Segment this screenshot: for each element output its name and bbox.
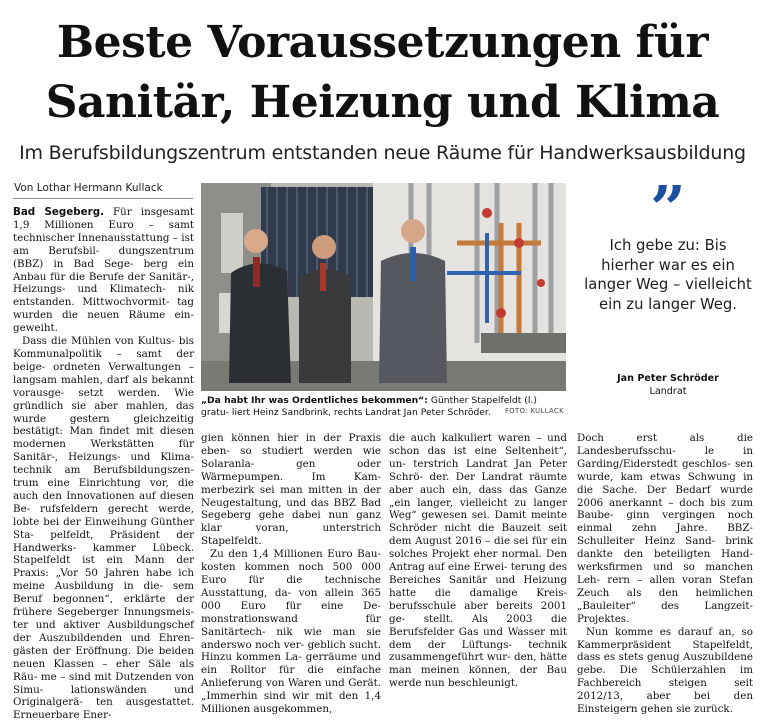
pull-quote-text: Ich gebe zu: Bis hierher war es ein langer Weg – vielleicht ein zu langer Weg. xyxy=(584,237,752,313)
article-paragraph: die auch kalkuliert waren – und schon das ist eine Seltenheit“, un- terstrich Landrat Jan Peter Schrö- der. Der Landrat räumte aber auch ein, dass das Ganze „ein langer, vielleicht zu langer Weg“ gewesen sei. Damit meinte Schröder nicht die Bauzeit seit dem August 2016 – die sei für ein solches Projekt eher normal. Den Antrag auf eine Erwei- terung des Bereiches Sanitär und Heizung hatte die damalige Kreis- berufsschule aber bereits 2001 ge- stellt. Als 2003 die Berufsfelder Gas und Wasser mit dem der Lüftungs- technik zusammengeführt wur- den, hätte man meinen können, der Bau werde nun beschleunigt. xyxy=(389,432,568,690)
photo-credit: FOTO: KULLACK xyxy=(504,406,564,415)
article-column-2 xyxy=(201,432,381,716)
article-paragraph: Dass die Mühlen von Kultus- bis Kommunalpolitik – samt der beige- ordneten Verwaltungen – langsam mahlen, darf als bekannt vorausge- setzt werden. Wie gründlich sie aber mahlen, das wurde gestern gleichzeitig bestätigt: Man findet mit diesen modernen Werkstätten für Sanitär-, Heizungs- und Klima- technik am Berufsbildungszen- trum eine Einrichtung vor, die auch den Innovationen auf diesen Be- rufsfeldern gerecht werde, lobte bei der Einweihung Günther Sta- pelfeldt, Präsident der Handwerks- kammer Lübeck. Stapelfeldt ist ein Mann der Praxis: „Vor 50 Jahren habe ich meine Ausbildung in die- sem Beruf begonnen“, erklärte der frühere Segeberger Innungsmeis- ter und aktiver Ausbildungschef der Auszubildenden und Ehren- gästen der Eröffnung. Die beiden neuen Klassen – eher Säle als Räu- me – sind mit Dutzenden von Simu- lationswänden und Originalgerä- ten ausgestattet. Erneuerbare Ener- xyxy=(13,335,194,722)
caption-quote: „Da habt Ihr was Ordentliches bekommen“: xyxy=(201,395,428,406)
byline-divider xyxy=(13,198,193,199)
byline: Von Lothar Hermann Kullack xyxy=(14,182,163,194)
article-column-4 xyxy=(577,432,753,716)
article-column-3 xyxy=(389,432,567,690)
article-paragraph: gien können hier in der Praxis eben- so studiert werden wie Solaranla- gen oder Wärmepumpen. Im Kam- merbezirk sei man mitten in der Neugestaltung, und das BBZ Bad Segeberg gehe dabei nun ganz klar voran, unterstrich Stapelfeldt. xyxy=(201,432,381,548)
subheadline: Im Berufsbildungszentrum entstanden neue Räume für Handwerksausbildung xyxy=(19,142,746,164)
photo-caption xyxy=(201,395,566,418)
dateline: Bad Segeberg. xyxy=(13,206,104,218)
article-photo xyxy=(201,183,566,391)
caption-text: Günther Stapelfeldt (l.) gratu- liert Heinz Sandbrink, rechts Landrat Jan Peter Schröder. xyxy=(201,395,537,418)
pull-quote-role: Landrat xyxy=(649,386,687,397)
headline-line-1: Beste Voraussetzungen für xyxy=(56,17,709,68)
article-paragraph: Nun komme es darauf an, so Kammerpräsident Stapelfeldt, dass es stets genug Auszubildene gebe. Die Schülerzahlen im Fachbereich steigen seit 2012/13, aber bei den Einsteigern gehen sie zurück. xyxy=(577,625,753,716)
headline-line-2: Sanitär, Heizung und Klima xyxy=(45,77,720,128)
article-paragraph: Doch erst als die Landesberufsschu- le in Garding/Eiderstedt geschlos- sen wurde, kam etwas Schwung in die Sache. Der Bedarf wurde 2006 anerkannt – doch bis zum Baube- ginn vergingen noch einmal zehn Jahre. BBZ-Schulleiter Heinz Sand- brink dankte den beteiligten Hand- werksfirmen und so manchen Leh- rern – allen voran Stefan Zeuch als den heimlichen „Bauleiter“ des Langzeit-Projektes. xyxy=(577,432,753,625)
article-column-1 xyxy=(13,206,194,722)
paragraph-text: Für insgesamt 1,9 Millionen Euro – samt technischer Innenausstattung – ist am Berufsbil- dungszentrum (BBZ) in Bad Sege- berg ein Anbau für die Berufe der Sanitär-, Heizungs- und Klimatech- nik entstanden. Mittwochvormit- tag wurden die neuen Räume ein- geweiht. xyxy=(13,206,194,335)
quote-mark-icon: ” xyxy=(650,172,686,245)
article-paragraph: Zu den 1,4 Millionen Euro Bau- kosten kommen noch 500 000 Euro für die technische Ausstattung, da- von allein 365 000 Euro für eine De- monstrationswand für Sanitärtech- nik wie man sie anderswo noch ver- geblich sucht. Hinzu kommen La- gerräume und ein Rolltor für die einfache Anlieferung von Waren und Gerät. „Immerhin sind wir mit den 1,4 Millionen ausgekommen, xyxy=(201,548,381,716)
photo-illustration xyxy=(201,183,566,391)
pull-quote-author: Jan Peter Schröder xyxy=(617,373,719,384)
article-paragraph xyxy=(13,206,194,335)
